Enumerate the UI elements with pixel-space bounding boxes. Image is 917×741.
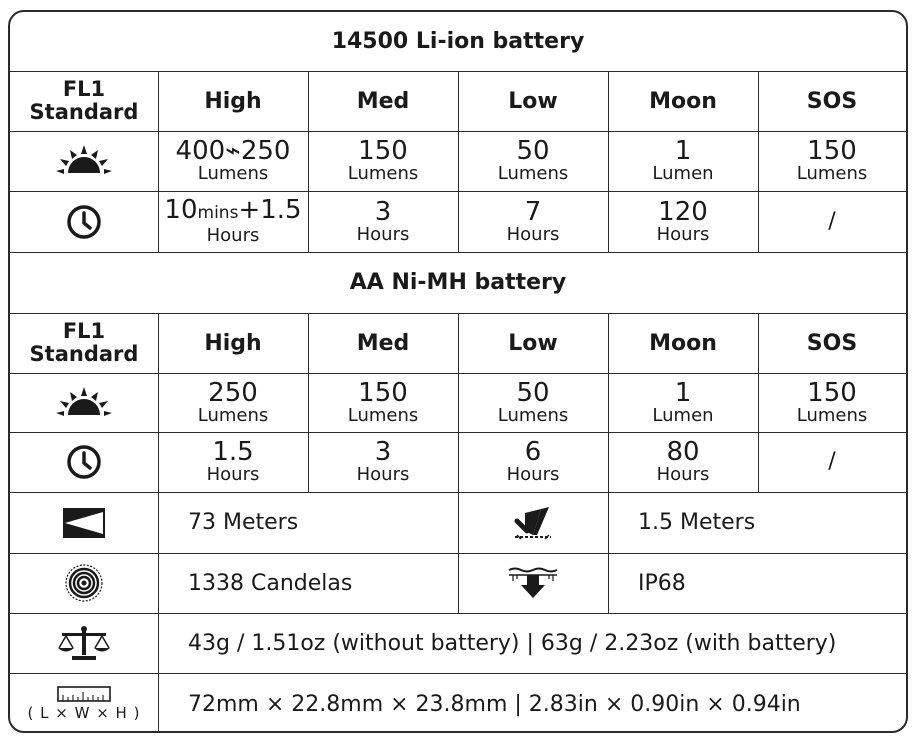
output-sos <box>758 373 906 432</box>
output-value: 50 <box>516 136 550 166</box>
weight-value: 43g / 1.51oz (without battery) | 63g / 2.23oz (with battery) <box>188 630 837 656</box>
output-moon <box>608 373 758 432</box>
mode-med-header: Med <box>356 330 410 356</box>
runtime-unit: Hours <box>356 223 410 245</box>
output-med <box>308 131 458 191</box>
output-unit: Lumens <box>197 404 269 426</box>
runtime-unit: Hours <box>206 225 260 246</box>
runtime-value <box>164 197 301 226</box>
mode-low-header: Low <box>508 88 558 114</box>
weight-scale-icon <box>10 613 158 673</box>
runtime-value: / <box>828 449 836 474</box>
output-value: 150 <box>358 377 408 408</box>
runtime-sos <box>758 191 906 252</box>
section-title-nimh: AA Ni-MH battery <box>349 270 567 295</box>
runtime-value: 6 <box>524 437 542 467</box>
mode-med-header: Med <box>356 88 410 114</box>
output-unit: Lumens <box>796 163 868 184</box>
mode-sos-header: SOS <box>806 88 858 114</box>
runtime-mins-label: mins <box>197 203 239 223</box>
output-value: 250 <box>208 377 258 408</box>
output-unit: Lumens <box>347 404 419 426</box>
peak-intensity-icon <box>10 553 158 613</box>
beam-distance-icon <box>10 492 158 553</box>
mode-high-header: High <box>204 330 262 356</box>
clock-icon <box>10 191 158 252</box>
runtime-value: 1.5 <box>212 437 254 467</box>
output-med <box>308 373 458 432</box>
output-unit: Lumen <box>652 163 714 184</box>
output-value: 1 <box>674 377 692 408</box>
water-resistance-value: IP68 <box>638 570 686 596</box>
runtime-med <box>308 191 458 252</box>
fl1-line2: Standard <box>29 100 139 124</box>
runtime-sos <box>758 432 906 492</box>
dimensions-icon-label: ( L × W × H ) <box>27 704 141 722</box>
output-unit: Lumens <box>497 404 569 426</box>
runtime-med <box>308 432 458 492</box>
output-value: 150 <box>358 136 408 166</box>
clock-icon <box>10 432 158 492</box>
dimensions-value: 72mm × 22.8mm × 23.8mm | 2.83in × 0.90in × 0.94in <box>188 691 801 717</box>
runtime-moon <box>608 191 758 252</box>
runtime-unit: Hours <box>356 464 410 485</box>
output-low <box>458 131 608 191</box>
runtime-low <box>458 432 608 492</box>
output-high <box>158 131 308 191</box>
beam-distance-value: 73 Meters <box>188 510 299 535</box>
runtime-value-part-b: +1.5 <box>238 195 302 225</box>
mode-moon-header: Moon <box>649 330 717 356</box>
output-high <box>158 373 308 432</box>
fl1-line2: Standard <box>29 342 139 366</box>
peak-intensity-value: 1338 Candelas <box>188 570 353 596</box>
runtime-unit: Hours <box>506 464 560 485</box>
runtime-unit: Hours <box>656 223 710 245</box>
runtime-value: / <box>828 208 836 234</box>
spec-table <box>8 10 908 733</box>
runtime-value: 3 <box>374 437 392 467</box>
fl1-standard-label <box>10 313 158 373</box>
output-unit: Lumens <box>796 404 868 426</box>
mode-low-header: Low <box>508 330 558 356</box>
impact-resistance-icon <box>458 492 608 553</box>
output-unit: Lumens <box>347 163 419 184</box>
output-value: 150 <box>807 136 857 166</box>
output-value: 400⌁250 <box>175 136 291 166</box>
output-value: 150 <box>807 377 857 408</box>
mode-moon-header: Moon <box>649 88 717 114</box>
output-unit: Lumens <box>497 163 569 184</box>
output-unit: Lumen <box>652 404 714 426</box>
runtime-unit: Hours <box>506 223 560 245</box>
runtime-value-part-a: 10 <box>164 195 198 225</box>
runtime-value: 7 <box>524 196 542 227</box>
brightness-sun-icon <box>10 131 158 191</box>
fl1-line1: FL1 <box>62 77 106 101</box>
output-value: 50 <box>516 377 550 408</box>
output-unit: Lumens <box>197 163 269 184</box>
impact-resistance-value: 1.5 Meters <box>638 510 756 535</box>
output-value: 1 <box>674 136 692 166</box>
mode-sos-header: SOS <box>806 330 858 356</box>
ruler-icon <box>10 673 158 733</box>
output-sos <box>758 131 906 191</box>
runtime-high <box>158 432 308 492</box>
runtime-unit: Hours <box>656 464 710 485</box>
runtime-unit: Hours <box>206 464 260 485</box>
brightness-sun-icon <box>10 373 158 432</box>
runtime-moon <box>608 432 758 492</box>
output-moon <box>608 131 758 191</box>
mode-high-header: High <box>204 88 262 114</box>
fl1-line1: FL1 <box>62 319 106 343</box>
section-title-liion: 14500 Li-ion battery <box>331 29 585 54</box>
runtime-high <box>158 191 308 252</box>
runtime-value: 80 <box>666 437 700 467</box>
runtime-value: 3 <box>374 196 392 227</box>
water-resistance-icon <box>458 553 608 613</box>
output-low <box>458 373 608 432</box>
fl1-standard-label <box>10 71 158 131</box>
runtime-value: 120 <box>658 196 708 227</box>
runtime-low <box>458 191 608 252</box>
